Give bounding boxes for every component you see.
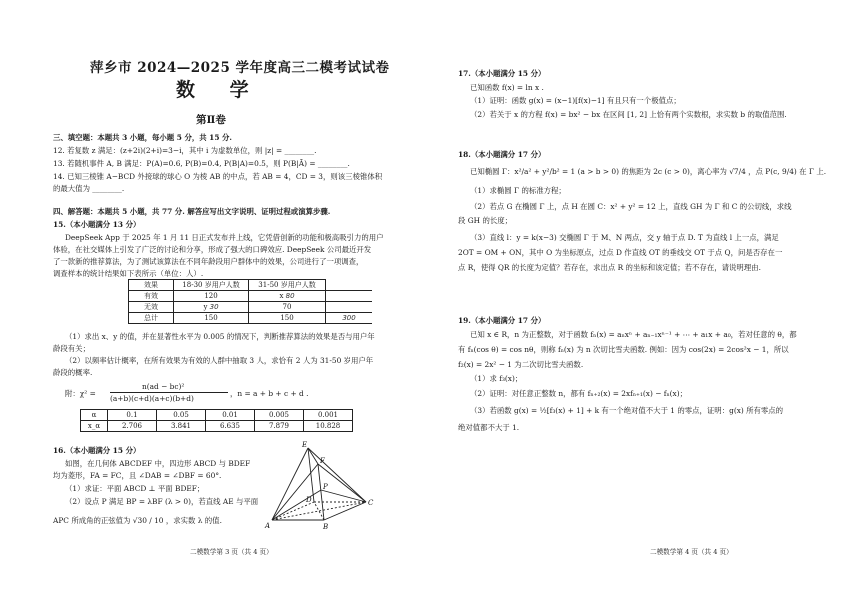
table-row [81,410,353,421]
question-15-part-1: 龄段有关； [53,344,90,353]
table-cell: 0.1 [108,410,157,421]
formula-suffix: ，n = a + b + c + d . [230,389,309,398]
question-17-part-1: （1）证明：函数 g(x) = (x−1)[f(x)−1] 有且只有一个极值点； [470,96,681,105]
question-19-part-3: 绝对值都不大于 1. [458,423,520,432]
question-18-part-3: 点 R，使得 QR 的长度为定值？若存在，求出点 R 的坐标和该定值；若不存在，请说明理由. [458,263,761,272]
cell-variable: x [279,291,284,300]
table-cell: 6.635 [206,421,255,432]
survey-table [128,279,372,324]
right-page [438,0,860,608]
edge-bc [324,502,366,520]
table-cell: 7.879 [255,421,304,432]
table-row [129,313,373,324]
critical-value-table [80,409,353,432]
table-cell: 3.841 [157,421,206,432]
formula-numerator: n(ad − bc)² [142,382,185,391]
question-15-part-1: （1）求出 x、y 的值，并在显著性水平为 0.005 的情况下，判断推荐算法的效果是否与用户年 [65,332,375,341]
question-16-part-1: （1）求证：平面 ABCD ⊥ 平面 BDEF； [65,484,205,493]
question-15-text: 体验，在社交媒体上引发了广泛的讨论和分享，形成了强大的口碑效应. DeepSeek 公司最近开发 [53,245,372,254]
table-header: 效果 [129,280,174,291]
table-header: 31-50 岁用户人数 [249,280,326,291]
table-cell: 10.828 [304,421,353,432]
table-cell: 150 [249,313,326,324]
question-19-text: f₂(x) = 2x² − 1 为二次切比雪夫函数. [458,360,584,369]
table-cell: 70 [249,302,326,313]
question-15-text: 了一款新的推荐算法，为了测试该算法在不同年龄段用户群体中的效果，公司进行了一项调查， [53,257,364,266]
table-cell: 总计 [129,313,174,324]
question-18-part-2: （2）若点 G 在椭圆 Γ 上，点 H 在圆 C：x² + y² = 12 上，直线 GH 为 Γ 和 C 的公切线，求线 [470,202,792,211]
question-16-heading: 16.（本小题满分 15 分） [53,446,141,455]
question-17-heading: 17.（本小题满分 15 分） [458,69,546,78]
table-cell: 150 [174,313,249,324]
question-17-text: 已知函数 f(x) = ln x . [470,83,544,92]
handwritten-note: 30 [209,302,219,311]
question-18-part-2: 段 GH 的长度； [458,216,513,225]
question-19-part-3: （3）若函数 g(x) = ½[f₃(x) + 1] + k 有一个绝对值不大于 1 的零点，证明：g(x) 所有零点的 [470,406,784,415]
question-15-text: 调查样本的统计结果如下表所示（单位：人）. [53,269,204,278]
question-17-part-2: （2）若关于 x 的方程 f(x) = bx² − bx 在区间 [1, 2] 上恰有两个实数根，求实数 b 的取值范围. [470,110,787,119]
page-footer: 二模数学第 4 页（共 4 页） [650,548,733,556]
question-16-text: 均为菱形，FA = FC，且 ∠DAB = ∠DBF = 60°. [53,471,222,480]
question-19-heading: 19.（本小题满分 17 分） [458,316,546,325]
table-header: 18-30 岁用户人数 [174,280,249,291]
question-18-heading: 18.（本小题满分 17 分） [458,150,546,159]
table-cell: 2.706 [108,421,157,432]
question-19-text: 已知 x ∈ R，n 为正整数，对于函数 fₙ(x) = aₙxⁿ + aₙ₋₁xⁿ⁻¹ + ⋯ + a₁x + a₀，若对任意的 θ，都 [470,330,797,339]
part4-heading: 四、解答题：本题共 5 小题，共 77 分. 解答应写出文字说明、证明过程或演算步骤. [53,207,331,216]
question-12: 12. 若复数 z 满足：(z+2i)(2+i)=3−i，其中 i 为虚数单位，则 |z| = ________. [53,146,317,155]
part3-heading: 三、填空题：本题共 3 小题，每小题 5 分，共 15 分. [53,133,233,142]
label-b: B [323,523,329,531]
fraction-bar [110,392,228,393]
question-14-line-1: 14. 已知三棱锥 A−BCD 外接球的球心 O 为棱 AB 的中点，若 AB = 4，CD = 3，则该三棱锥体积 [53,172,383,181]
edge-ad [272,502,314,520]
question-16-part-2: APC 所成角的正弦值为 √30 / 10 ，求实数 λ 的值. [53,516,222,525]
table-cell: 120 [174,291,249,302]
exam-title: 萍乡市 2024—2025 学年度高三二模考试试卷 [90,60,390,76]
label-p: P [323,483,328,491]
table-cell [174,302,249,313]
table-cell-empty [326,280,373,291]
table-row [81,421,353,432]
formula-prefix: 附：χ² = [65,389,96,398]
table-cell: 0.001 [304,410,353,421]
question-18-part-1: （1）求椭圆 Γ 的标准方程； [470,186,566,195]
cell-variable: y [203,302,208,311]
label-e: E [302,441,308,449]
section-label: 第Ⅱ卷 [196,114,226,126]
handwritten-note: 80 [285,291,295,300]
table-header: x_α [81,421,108,432]
question-15-part-2: （2）以频率估计概率，在所有效果为有效的人群中抽取 3 人，求恰有 2 人为 31-50 岁用户年 [65,356,374,365]
question-15-heading: 15.（本小题满分 13 分） [53,220,141,229]
geometry-figure [262,440,382,532]
table-row [129,302,373,313]
question-13: 13. 若随机事件 A, B 满足：P(A)=0.6, P(B)=0.4, P(B|A)=0.5，则 P(B|Ā) = ________. [53,159,350,168]
table-cell: 有效 [129,291,174,302]
question-18-part-3: （3）直线 l：y = k(x−3) 交椭圆 Γ 于 M、N 两点，交 y 轴于点 D. T 为直线 l 上一点，满足 [470,233,779,242]
label-a: A [265,522,271,530]
table-cell: 无效 [129,302,174,313]
table-cell-empty [326,291,373,302]
table-cell-empty [326,302,373,313]
question-19-text: 有 fₙ(cos θ) = cos nθ，则称 fₙ(x) 为 n 次切比雪夫函数. 例如：因为 cos(2x) = 2cos²x − 1，所以 [458,345,789,354]
label-f: F [320,457,325,465]
table-row [129,280,373,291]
table-header: α [81,410,108,421]
table-cell: 0.05 [157,410,206,421]
question-19-part-2: （2）证明：对任意正整数 n，都有 fₙ₊₂(x) = 2xfₙ₊₁(x) − fₙ(x)； [470,389,688,398]
table-row [129,291,373,302]
handwritten-note: 300 [342,313,356,322]
table-cell: 0.005 [255,410,304,421]
question-19-part-1: （1）求 f₃(x)； [470,374,523,383]
question-18-text: 已知椭圆 Γ：x²/a² + y²/b² = 1 (a > b > 0) 的焦距为 2c (c > 0)，离心率为 √7/4 ，点 P(c, 9/4) 在 Γ 上. [470,167,827,176]
label-c: C [368,499,374,507]
exam-subject: 数 学 [176,79,263,101]
formula-denominator: (a+b)(c+d)(a+c)(b+d) [110,394,194,403]
label-d: D [306,496,312,504]
question-15-text: DeepSeek App 于 2025 年 1 月 11 日正式发布并上线，它凭借创新的功能和极高吸引力的用户 [65,233,384,242]
table-cell [249,291,326,302]
table-cell [326,313,373,324]
question-14-line-2: 的最大值为 ________. [53,184,125,193]
question-16-text: 如图，在几何体 ABCDEF 中，四边形 ABCD 与 BDEF [65,459,251,468]
question-15-part-2: 龄段的概率. [53,368,93,377]
page-footer: 二模数学第 3 页（共 4 页） [190,548,273,556]
table-cell: 0.01 [206,410,255,421]
question-16-part-2: （2）设点 P 满足 BP = λBF (λ > 0)，若直线 AE 与平面 [65,497,259,506]
question-18-part-3: 2OT = OM + ON，其中 O 为坐标原点，过点 D 作直线 OT 的垂线交 OT 于点 Q，问是否存在一 [458,248,783,257]
edge-af [272,464,318,520]
